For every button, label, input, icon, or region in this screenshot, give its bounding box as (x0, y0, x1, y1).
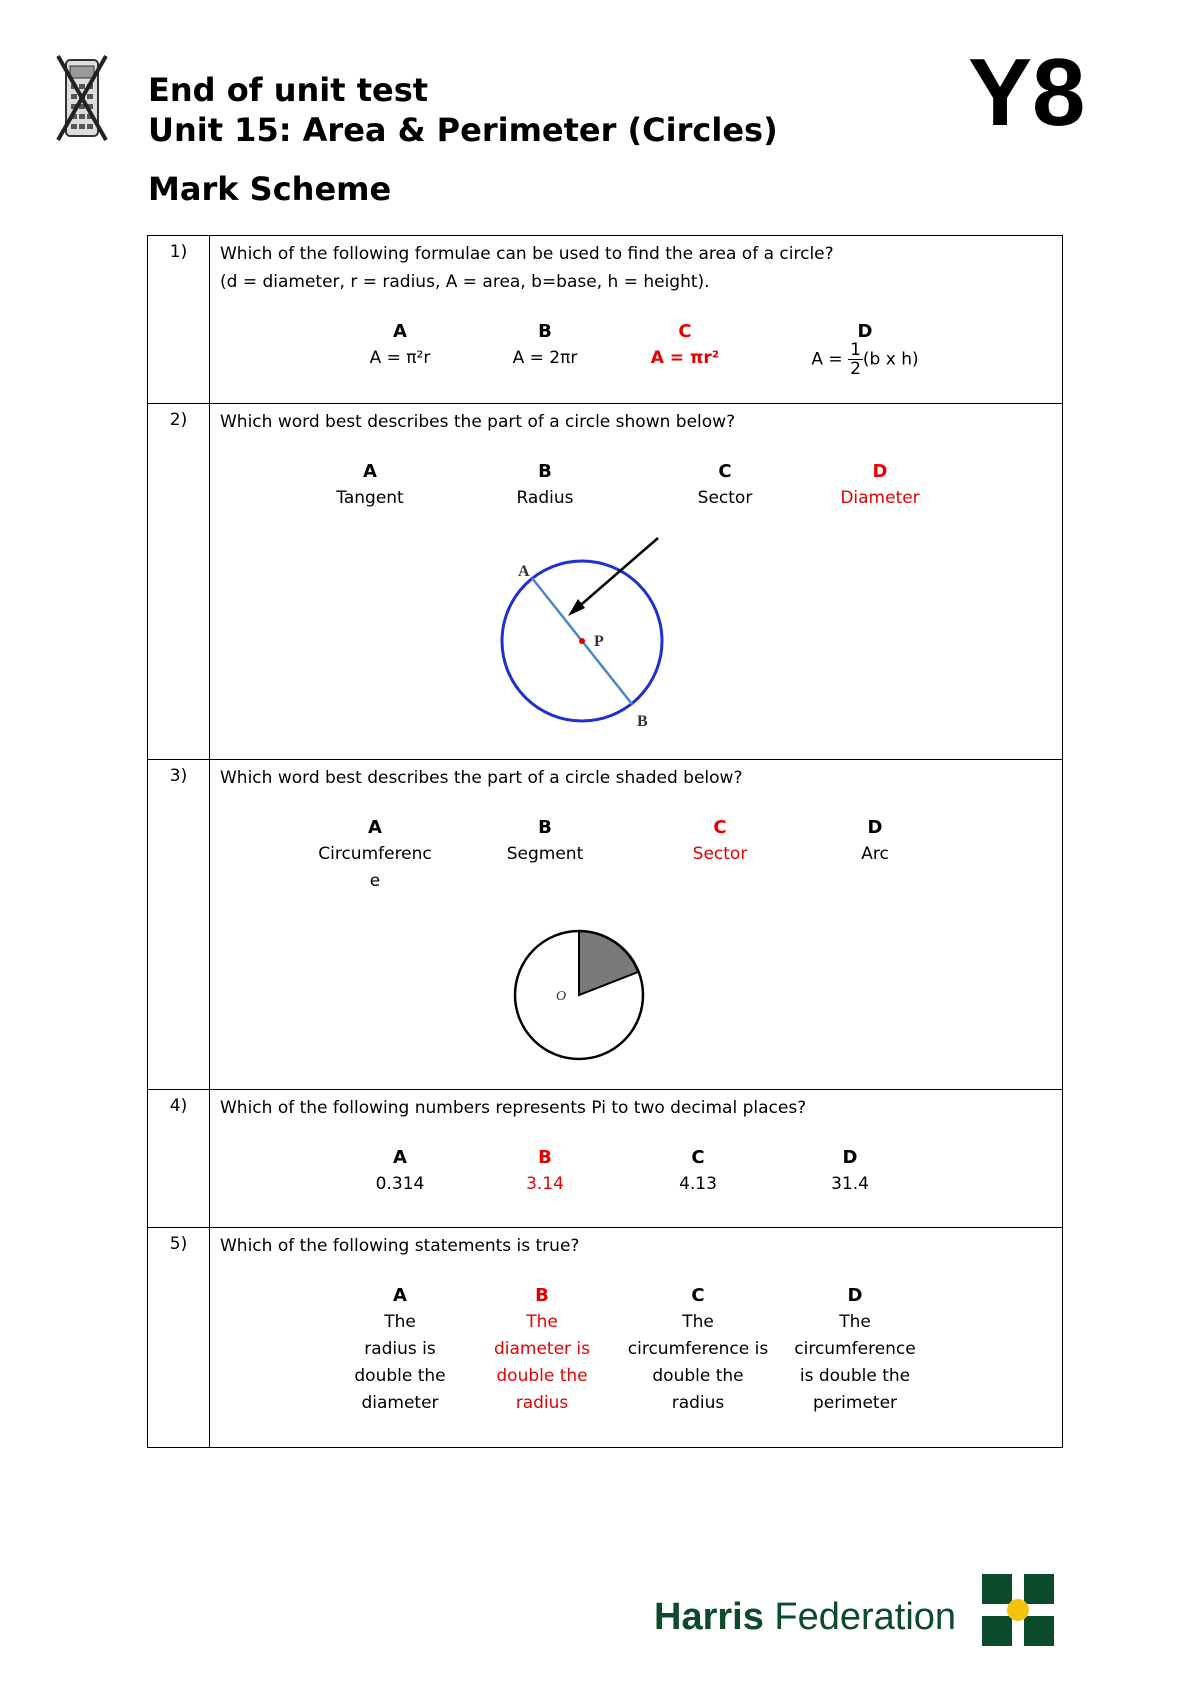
option-text: Sector (692, 844, 748, 864)
option-b (505, 458, 585, 512)
option-c-correct (640, 318, 730, 372)
option-b-correct (505, 1144, 585, 1198)
sector-diagram (506, 920, 656, 1070)
option-letter: A (368, 817, 382, 838)
option-line: radius (515, 1393, 569, 1413)
option-line: double the (496, 1366, 588, 1386)
option-letter: D (847, 1285, 863, 1306)
question-text: Which of the following formulae can be used to find the area of a circle? (220, 244, 834, 264)
brand-rest: Federation (763, 1596, 957, 1638)
option-letter: C (691, 1147, 705, 1168)
question-text: Which of the following statements is true? (220, 1236, 580, 1256)
option-b (495, 814, 595, 868)
arrow-head (568, 599, 585, 616)
option-text: 0.314 (375, 1174, 425, 1194)
question-text: Which word best describes the part of a circle shaded below? (220, 768, 743, 788)
fraction (848, 341, 863, 378)
option-line: circumference (794, 1339, 916, 1359)
question-number: 2) (148, 404, 210, 760)
question-row-3 (148, 760, 1063, 1090)
test-title: End of unit test (148, 71, 429, 109)
option-letter: A (393, 1285, 407, 1306)
fraction-numerator: 1 (850, 340, 861, 360)
question-row-4 (148, 1090, 1063, 1228)
option-a (340, 1282, 460, 1417)
option-c (618, 1282, 778, 1417)
point-a-label: A (518, 563, 530, 580)
option-letter: D (857, 321, 873, 342)
option-letter: A (393, 1147, 407, 1168)
question-row-5 (148, 1228, 1063, 1448)
option-letter: A (363, 461, 377, 482)
option-c (685, 458, 765, 512)
option-text: 3.14 (526, 1174, 564, 1194)
option-d-correct (830, 458, 930, 512)
option-a (310, 814, 440, 895)
option-b-correct (482, 1282, 602, 1417)
option-d (800, 318, 930, 378)
option-line: perimeter (812, 1393, 898, 1413)
option-letter: A (393, 321, 407, 342)
option-d (810, 1144, 890, 1198)
option-text: Arc (861, 844, 889, 864)
harris-federation-logo-icon (982, 1574, 1054, 1646)
option-line: The (682, 1312, 714, 1332)
option-d (835, 814, 915, 868)
option-line: The (526, 1312, 558, 1332)
question-number: 3) (148, 760, 210, 1090)
year-label: Y8 (968, 39, 1086, 146)
option-text-line2: e (369, 871, 381, 891)
option-text: 31.4 (831, 1174, 869, 1194)
option-text: 4.13 (679, 1174, 717, 1194)
option-text: A = πr² (650, 348, 720, 368)
question-cell (210, 236, 1063, 404)
option-letter: B (538, 817, 552, 838)
harris-federation-logo-text (654, 1596, 956, 1639)
option-line: The (839, 1312, 871, 1332)
question-row-2 (148, 404, 1063, 760)
header (148, 70, 778, 150)
option-c (658, 1144, 738, 1198)
option-c-correct (680, 814, 760, 868)
question-note: (d = diameter, r = radius, A = area, b=base, h = height). (220, 272, 710, 292)
option-line: The (384, 1312, 416, 1332)
question-text: Which word best describes the part of a circle shown below? (220, 412, 736, 432)
option-text: Sector (697, 488, 753, 508)
option-line: radius (671, 1393, 725, 1413)
fraction-denominator: 2 (850, 359, 861, 379)
option-text: Segment (506, 844, 584, 864)
question-text: Which of the following numbers represents Pi to two decimal places? (220, 1098, 807, 1118)
option-b (500, 318, 590, 372)
option-line: radius is (364, 1339, 436, 1359)
option-letter: D (842, 1147, 858, 1168)
centre-o-label: O (556, 989, 567, 1004)
question-cell (210, 404, 1063, 760)
option-line: double the (354, 1366, 446, 1386)
option-text-suffix: (b x h) (862, 349, 919, 370)
question-cell (210, 1228, 1063, 1448)
option-letter: B (538, 461, 552, 482)
option-text: A = 2πr (512, 348, 578, 368)
option-line: double the (652, 1366, 744, 1386)
option-text: Diameter (840, 488, 920, 508)
arrow-shaft (575, 538, 658, 610)
centre-point (579, 638, 585, 644)
point-b-label: B (637, 713, 648, 730)
option-letter: C (691, 1285, 705, 1306)
option-letter: B (538, 321, 552, 342)
option-line: circumference is (627, 1339, 769, 1359)
option-letter: B (535, 1285, 549, 1306)
option-letter: B (538, 1147, 552, 1168)
option-letter: C (718, 461, 732, 482)
shaded-sector (579, 931, 638, 995)
option-letter: D (872, 461, 888, 482)
option-letter: C (713, 817, 727, 838)
option-letter: D (867, 817, 883, 838)
option-text: Tangent (336, 488, 404, 508)
unit-title: Unit 15: Area & Perimeter (Circles) (148, 111, 778, 149)
option-text-line1: Circumferenc (318, 844, 432, 864)
question-cell (210, 760, 1063, 1090)
mark-scheme-title: Mark Scheme (148, 170, 392, 208)
option-a (330, 458, 410, 512)
option-line: is double the (799, 1366, 911, 1386)
brand-bold: Harris (654, 1596, 764, 1638)
option-line: diameter (361, 1393, 439, 1413)
question-number: 1) (148, 236, 210, 404)
option-text-prefix: A = (811, 349, 849, 370)
option-text: A = π²r (369, 348, 431, 368)
option-text: Radius (516, 488, 574, 508)
question-row-1 (148, 236, 1063, 404)
no-calculator-icon (54, 54, 110, 142)
option-a (360, 318, 440, 372)
diameter-diagram (470, 536, 680, 736)
option-a (360, 1144, 440, 1198)
point-p-label: P (594, 633, 604, 650)
question-number: 4) (148, 1090, 210, 1228)
question-number: 5) (148, 1228, 210, 1448)
option-line: diameter is (493, 1339, 591, 1359)
option-letter: C (678, 321, 692, 342)
question-cell (210, 1090, 1063, 1228)
option-d (785, 1282, 925, 1417)
mark-scheme-table (147, 235, 1063, 1448)
